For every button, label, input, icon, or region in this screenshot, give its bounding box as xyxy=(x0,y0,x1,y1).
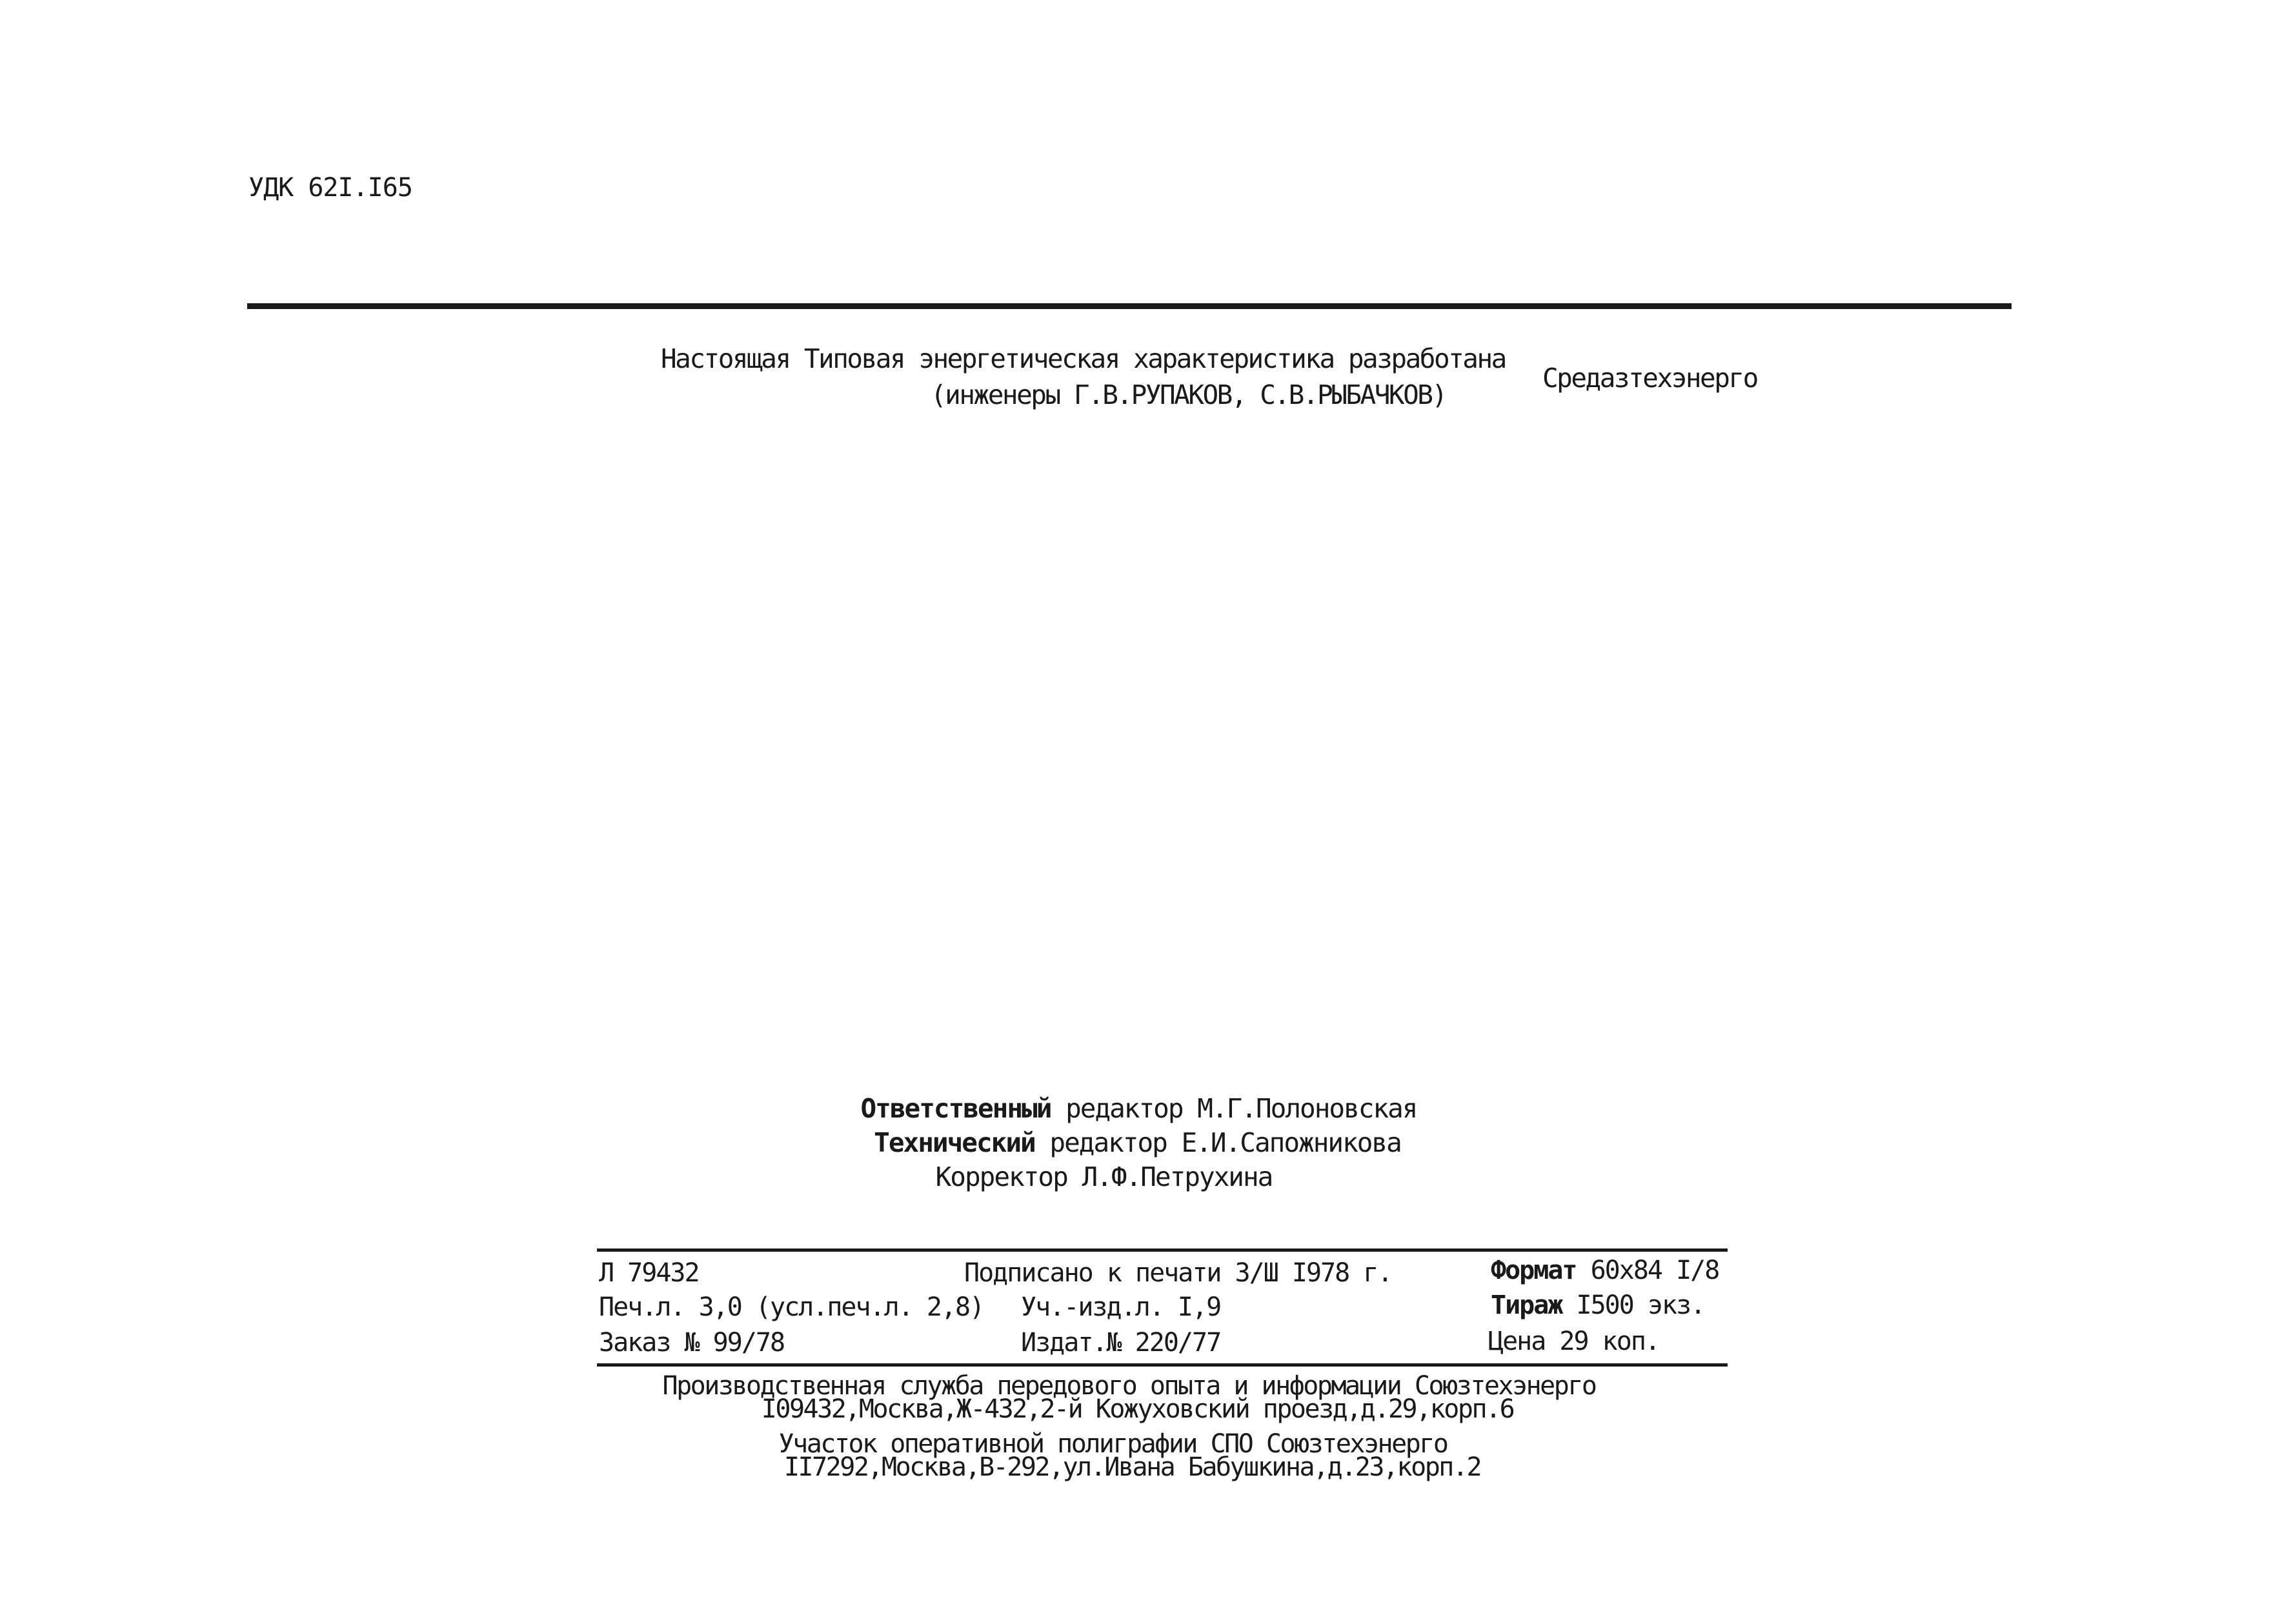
responsible-editor-name: редактор М.Г.Полоновская xyxy=(1051,1093,1417,1124)
publisher-address: I09432,Москва,Ж-432,2-й Кожуховский проезд,д.29,корп.6 xyxy=(761,1394,1514,1424)
license-number: Л 79432 xyxy=(599,1258,699,1288)
printer-address: II7292,Москва,В-292,ул.Ивана Бабушкина,д.23,корп.2 xyxy=(783,1452,1481,1482)
print-run-value: I500 экз. xyxy=(1562,1290,1705,1320)
technical-editor-role: Технический xyxy=(874,1127,1035,1158)
udc-code: УДК 62I.I65 xyxy=(248,173,412,203)
proofreader xyxy=(0,1160,2244,1194)
format-value: 60х84 I/8 xyxy=(1576,1256,1719,1285)
printer-block xyxy=(0,1429,2280,1482)
proofreader-name: Корректор Л.Ф.Петрухина xyxy=(935,1161,1273,1192)
developer-statement: Настоящая Типовая энергетическая характеристика разработана xyxy=(661,343,1506,374)
publisher-block xyxy=(0,1371,2280,1424)
print-run-label: Тираж xyxy=(1491,1290,1562,1320)
format-label: Формат xyxy=(1491,1256,1577,1285)
developer-engineers: (инженеры Г.В.РУПАКОВ, С.В.РЫБАЧКОВ) xyxy=(931,379,1446,410)
technical-editor xyxy=(0,1126,2277,1160)
responsible-editor-role: Ответственный xyxy=(860,1093,1051,1124)
print-sheets: Печ.л. 3,0 (усл.печ.л. 2,8) xyxy=(599,1292,984,1322)
imprint-top-rule xyxy=(597,1248,1728,1252)
editors-block xyxy=(0,1092,2280,1194)
responsible-editor xyxy=(0,1092,2279,1126)
order-number: Заказ № 99/78 xyxy=(599,1328,785,1358)
technical-editor-name: редактор Е.И.Сапожникова xyxy=(1034,1127,1401,1158)
print-run xyxy=(1491,1290,1704,1320)
imprint-bottom-rule xyxy=(597,1363,1728,1367)
developer-organization: Средазтехэнерго xyxy=(1542,363,1757,394)
top-rule xyxy=(247,303,2012,309)
publisher-name: Производственная служба передового опыта и информации Союзтехэнерго xyxy=(662,1371,1596,1401)
publisher-sheets: Уч.-изд.л. I,9 xyxy=(1021,1292,1221,1322)
format xyxy=(1491,1256,1719,1285)
printer-name: Участок оперативной полиграфии СПО Союзтехэнерго xyxy=(778,1429,1448,1459)
signed-for-print: Подписано к печати 3/Ш I978 г. xyxy=(964,1258,1392,1288)
publication-number: Издат.№ 220/77 xyxy=(1021,1328,1221,1358)
price: Цена 29 коп. xyxy=(1488,1327,1659,1356)
